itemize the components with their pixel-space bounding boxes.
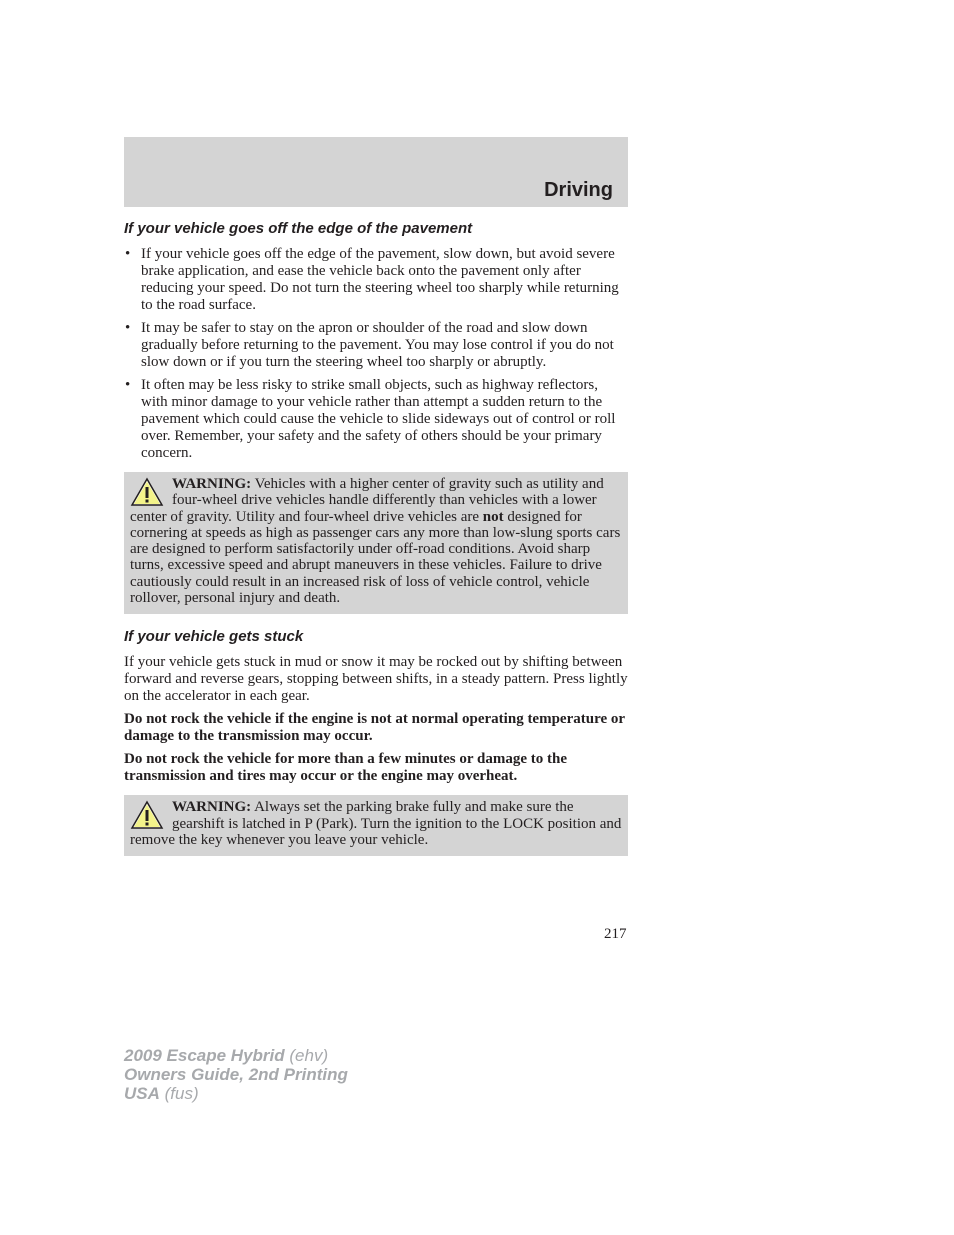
footer-line-model: 2009 Escape Hybrid (ehv) — [124, 1046, 329, 1065]
list-item: • It often may be less risky to strike small objects, such as highway reflectors, with minor damage to your vehicle rather than attempt a sudden return to the pavement which could cause the vehicle to slide sideways out of control or roll over. Remember, your safety and the safety of others should be your primary concern. — [125, 377, 616, 461]
off-pavement-list — [124, 246, 628, 462]
warning-emphasis: not — [482, 508, 504, 525]
warning-label: WARNING: — [172, 799, 252, 816]
heading-off-pavement: If your vehicle goes off the edge of the pavement — [124, 220, 473, 237]
section-header-band — [124, 137, 628, 207]
warning-triangle-icon — [130, 477, 164, 507]
list-item: • It may be safer to stay on the apron or shoulder of the road and slow down gradually before returning to the pavement. You may lose control if you do not slow down or if you turn the steering wheel too sharply or abruptly. — [125, 320, 614, 370]
list-item: • If your vehicle goes off the edge of the pavement, slow down, but avoid severe brake application, and ease the vehicle back onto the pavement only after reducing your speed. Do not turn the steering wheel too sharply while returning to the road surface. — [125, 246, 619, 313]
warning-label: WARNING: — [172, 476, 252, 492]
stuck-paragraph: If your vehicle gets stuck in mud or snow it may be rocked out by shifting between forward and reverse gears, stopping between shifts, in a steady pattern. Press lightly on the accelerator in each gear. — [124, 654, 628, 705]
bullet-icon: • — [125, 320, 131, 336]
section-title: Driving — [544, 179, 613, 201]
warning-box-center-of-gravity: WARNING: Vehicles with a higher center of gravity such as utility and four-wheel drive vehicles handle differently than vehicles with a lower center of gravity. Utility and four-wheel drive vehicles are not designed for cornering at speeds as high as passenger cars any more than low-slung sports cars are designed to perform satisfactorily under off-road conditions. Avoid sharp turns, excessive speed and abrupt maneuvers in these vehicles. Failure to drive cautiously could result in an increased risk of loss of vehicle control, vehicle rollover, personal injury and death. — [124, 472, 628, 614]
stuck-caution-duration: Do not rock the vehicle for more than a few minutes or damage to the transmission and tires may occur or the engine may overheat. — [124, 751, 567, 785]
bullet-icon: • — [125, 246, 131, 262]
document-footer — [124, 1046, 348, 1103]
heading-vehicle-stuck: If your vehicle gets stuck — [124, 628, 304, 646]
stuck-caution-temperature: Do not rock the vehicle if the engine is not at normal operating temperature or damage to the transmission may occur. — [124, 711, 625, 745]
footer-line-market: USA (fus) — [124, 1084, 199, 1103]
warning-box-parking-brake: WARNING: Always set the parking brake fully and make sure the gearshift is latched in P (Park). Turn the ignition to the LOCK position and remove the key whenever you leave your vehicle. — [124, 795, 628, 856]
warning-triangle-icon — [130, 800, 164, 830]
bullet-icon: • — [125, 377, 131, 393]
page-content — [124, 220, 628, 870]
footer-line-guide: Owners Guide, 2nd Printing — [124, 1065, 348, 1084]
page-number: 217 — [604, 926, 627, 942]
